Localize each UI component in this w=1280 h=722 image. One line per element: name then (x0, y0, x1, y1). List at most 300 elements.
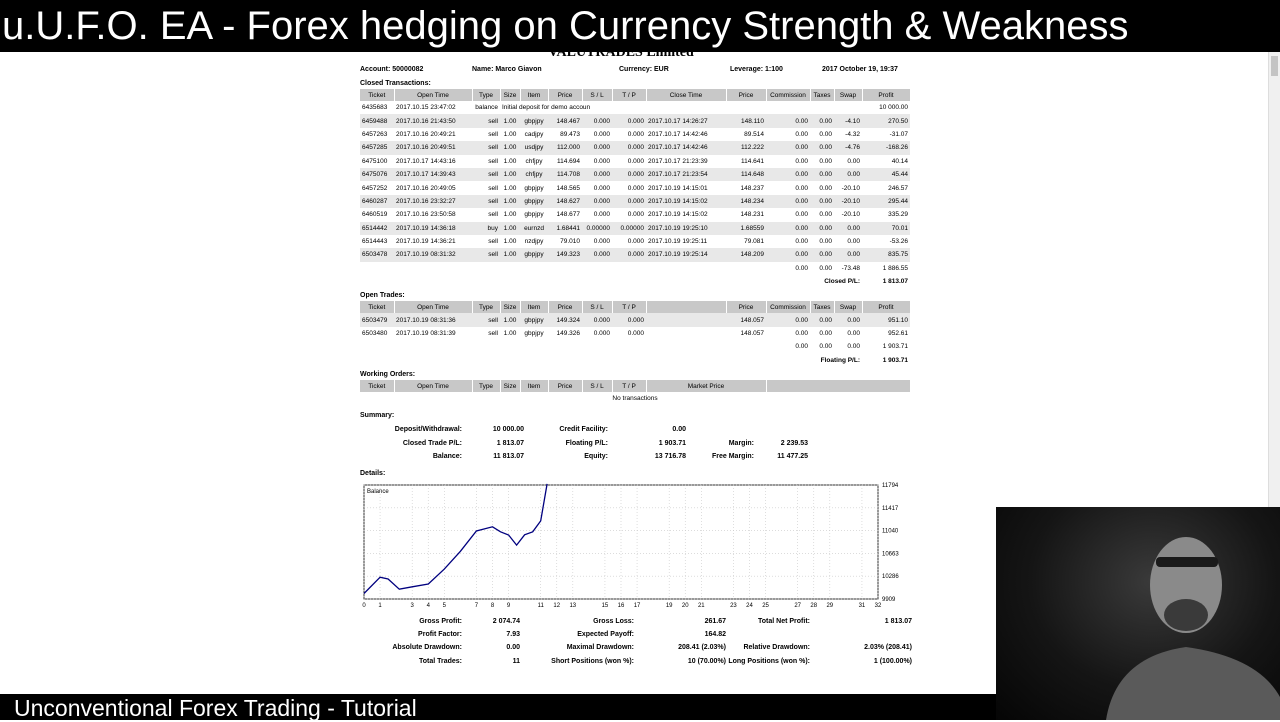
stat-label: Expected Payoff: (577, 630, 634, 638)
table-cell: 148.565 (556, 184, 580, 192)
table-cell: sell (472, 248, 500, 261)
column-header: S / L (582, 301, 612, 313)
table-cell: sell (488, 211, 498, 219)
table-cell: 1.68441 (548, 222, 582, 235)
column-header: Ticket (360, 380, 394, 392)
table-cell: 6457263 (362, 130, 388, 138)
x-tick-label: 32 (874, 602, 882, 609)
table-cell: 1.00 (500, 141, 520, 154)
column-header: S / L (582, 89, 612, 101)
table-cell: 0.00 (819, 184, 832, 192)
y-tick-label: 11794 (882, 482, 899, 489)
table-cell: 335.29 (888, 211, 908, 219)
table-cell: -20.10 (841, 184, 860, 192)
summary-label: Deposit/Withdrawal: (394, 426, 462, 434)
table-cell: 0.00 (795, 238, 808, 246)
empty-cell (726, 101, 862, 114)
table-cell: 79.081 (744, 238, 764, 246)
column-header: Price (548, 89, 582, 101)
table-row (360, 248, 910, 261)
table-cell: nzdjpy (524, 238, 544, 246)
column-header: Item (520, 89, 548, 101)
video-subtitle-banner: Unconventional Forex Trading - Tutorial (0, 694, 996, 720)
table-cell: 2017.10.16 23:32:27 (394, 195, 472, 208)
table-cell: 6503480 (362, 330, 388, 338)
closed-table-header (360, 89, 910, 101)
column-header: Item (520, 301, 548, 313)
table-cell: 0.00 (834, 248, 862, 261)
table-cell: sell (488, 238, 498, 246)
column-header: Size (500, 380, 520, 392)
table-cell: 0.00 (810, 313, 834, 326)
table-cell: 1.00 (500, 222, 520, 235)
table-cell: gbpjpy (520, 313, 548, 326)
table-cell: 0.00 (810, 222, 834, 235)
table-cell: 1.00 (500, 114, 520, 127)
table-cell: 1.00 (503, 238, 517, 246)
table-cell: 0.000 (612, 114, 646, 127)
x-tick-label: 1 (378, 602, 382, 609)
table-cell: sell (488, 130, 498, 138)
total-cell: 0.00 (810, 262, 834, 275)
table-row (360, 168, 910, 181)
table-cell: gbpjpy (520, 195, 548, 208)
closed-transactions-title: Closed Transactions: (360, 80, 431, 87)
table-cell: 148.209 (726, 248, 766, 261)
stat-value: 7.93 (506, 630, 520, 638)
summary-label: Equity: (584, 453, 608, 461)
total-cell: 0.00 (834, 340, 862, 353)
table-cell: 0.00 (847, 330, 860, 338)
table-cell: 0.00 (766, 195, 810, 208)
table-cell: 0.000 (593, 184, 610, 192)
table-cell: 0.000 (612, 195, 646, 208)
floating-pl-value: 1 903.71 (862, 354, 910, 367)
stat-value: 0.00 (506, 644, 520, 652)
table-cell: 0.00 (834, 222, 862, 235)
column-header: Ticket (360, 89, 394, 101)
table-cell: 2017.10.19 14:15:02 (646, 195, 726, 208)
closed-transactions-table (360, 89, 911, 288)
table-cell: 0.000 (627, 330, 644, 338)
column-header: Item (520, 380, 548, 392)
table-cell: 2017.10.17 21:23:39 (648, 157, 708, 165)
table-cell: 0.000 (593, 130, 610, 138)
table-cell: 0.00 (847, 238, 860, 246)
table-cell: 1.00 (500, 168, 520, 181)
video-title-banner: u.U.F.O. EA - Forex hedging on Currency Strength & Weakness (0, 0, 1280, 52)
column-header: Type (472, 301, 500, 313)
column-header: Open Time (394, 89, 472, 101)
x-tick-label: 29 (826, 602, 834, 609)
table-cell: 0.00 (766, 168, 810, 181)
open-time-cell: 2017.10.15 23:47:02 (396, 104, 456, 112)
table-cell: 6514442 (360, 222, 394, 235)
totals-row (360, 262, 910, 275)
table-cell: eurnzd (520, 222, 548, 235)
table-cell: sell (472, 114, 500, 127)
table-cell: 149.324 (548, 313, 582, 326)
table-cell: 0.00 (810, 168, 834, 181)
table-cell (646, 327, 726, 340)
table-cell: cadjpy (524, 130, 544, 138)
table-cell: 0.00 (766, 114, 810, 127)
summary-value: 1 813.07 (496, 439, 524, 447)
table-cell: 2017.10.17 14:26:27 (646, 114, 726, 127)
table-cell: -168.26 (862, 141, 910, 154)
table-cell: 0.000 (627, 157, 644, 165)
table-cell: 0.000 (593, 157, 610, 165)
presenter-silhouette (996, 507, 1280, 720)
table-cell: 0.000 (582, 195, 612, 208)
table-cell: 0.000 (627, 211, 644, 219)
open-trades-table (360, 301, 911, 367)
table-cell: 1.00 (503, 157, 517, 165)
table-cell: 6460519 (362, 211, 388, 219)
y-tick-label: 9909 (882, 596, 896, 603)
column-header: T / P (612, 380, 646, 392)
table-cell: 2017.10.19 08:31:32 (394, 248, 472, 261)
table-cell: 0.00 (819, 130, 832, 138)
column-header: Profit (862, 89, 910, 101)
table-cell: 0.00 (795, 184, 808, 192)
table-cell: 0.00 (810, 114, 834, 127)
table-cell: 2017.10.16 20:49:05 (396, 184, 456, 192)
table-cell: 0.00000 (612, 222, 646, 235)
chart-title: Balance (367, 488, 389, 495)
table-cell: 1.00 (503, 130, 517, 138)
table-cell: 0.00 (819, 211, 832, 219)
x-tick-label: 8 (490, 602, 495, 609)
table-cell: 0.000 (582, 114, 612, 127)
x-tick-label: 17 (633, 602, 641, 609)
x-tick-label: 15 (601, 602, 609, 609)
account-number: Account: 50000082 (360, 66, 424, 73)
table-cell: 2017.10.17 14:39:43 (394, 168, 472, 181)
summary-value: 11 477.25 (777, 453, 808, 461)
table-cell: 148.231 (740, 211, 764, 219)
stat-label: Profit Factor: (418, 630, 462, 638)
table-cell: 70.01 (862, 222, 910, 235)
table-cell: 2017.10.16 21:43:50 (394, 114, 472, 127)
table-cell: 0.00 (766, 248, 810, 261)
table-cell: 148.057 (740, 330, 764, 338)
table-cell: 0.00 (795, 157, 808, 165)
table-cell: 148.237 (740, 184, 764, 192)
table-row (360, 155, 910, 168)
stat-label: Total Net Profit: (758, 617, 810, 625)
table-cell: -20.10 (834, 195, 862, 208)
table-cell: 1.00 (503, 330, 517, 338)
x-tick-label: 0 (362, 602, 366, 609)
stat-label (726, 628, 816, 641)
summary-label: Closed Trade P/L: (402, 439, 462, 447)
table-cell: 246.57 (888, 184, 908, 192)
table-cell: 0.000 (612, 313, 646, 326)
table-cell: 2017.10.19 08:31:39 (396, 330, 456, 338)
x-tick-label: 5 (442, 602, 446, 609)
summary-label: Floating P/L: (565, 439, 608, 447)
table-cell: 952.61 (888, 330, 908, 338)
balance-row (360, 101, 910, 114)
table-cell: 1.00 (500, 248, 520, 261)
table-cell: 0.000 (593, 238, 610, 246)
column-header: T / P (612, 301, 646, 313)
table-cell: 0.00 (810, 248, 834, 261)
table-cell: 6503479 (360, 313, 394, 326)
table-cell: gbpjpy (524, 184, 544, 192)
presenter-beard (1164, 599, 1208, 631)
table-cell: chfjpy (520, 168, 548, 181)
x-tick-label: 7 (474, 602, 479, 609)
column-header: Market Price (646, 380, 766, 392)
table-cell: 0.00 (810, 141, 834, 154)
summary-label (686, 423, 760, 436)
y-tick-label: 11417 (882, 505, 899, 512)
summary-value: 0.00 (672, 426, 686, 434)
table-cell: gbpjpy (524, 211, 544, 219)
table-cell: 0.00 (847, 157, 860, 165)
summary-value: 10 000.00 (492, 426, 524, 434)
table-cell: 2017.10.19 14:36:18 (394, 222, 472, 235)
x-tick-label: 28 (810, 602, 818, 609)
summary-value: 2 239.53 (780, 439, 808, 447)
y-tick-label: 10286 (882, 573, 899, 580)
table-cell: 114.694 (556, 157, 580, 165)
table-cell: 0.000 (593, 330, 610, 338)
balance-chart (360, 481, 912, 611)
x-tick-label: 27 (794, 602, 802, 609)
account-holder: Name: Marco Giavon (472, 66, 542, 73)
table-cell: 2017.10.19 14:36:21 (396, 238, 456, 246)
table-cell: 0.00 (766, 141, 810, 154)
table-row (360, 208, 910, 221)
table-cell: 6475076 (360, 168, 394, 181)
table-cell: 0.00 (834, 313, 862, 326)
table-cell: -4.10 (834, 114, 862, 127)
summary-title: Summary: (360, 412, 395, 420)
table-cell: 2017.10.16 20:49:21 (396, 130, 456, 138)
table-cell: 89.473 (560, 130, 580, 138)
table-cell: 2017.10.19 14:15:01 (648, 184, 708, 192)
open-trades-title: Open Trades: (360, 292, 405, 300)
floating-pl-row (360, 354, 910, 367)
table-cell: 112.000 (548, 141, 582, 154)
table-cell: 149.323 (548, 248, 582, 261)
table-cell: 295.44 (862, 195, 910, 208)
table-cell: sell (472, 168, 500, 181)
table-cell: 0.000 (612, 248, 646, 261)
x-tick-label: 19 (665, 602, 673, 609)
table-cell: -20.10 (841, 211, 860, 219)
ticket-cell: 6435683 (362, 104, 388, 112)
table-cell: 148.467 (548, 114, 582, 127)
table-cell: 2017.10.19 14:15:02 (648, 211, 708, 219)
table-cell: 1.00 (503, 184, 517, 192)
column-header: Swap (834, 301, 862, 313)
table-cell: 0.000 (582, 168, 612, 181)
stat-value: 1 (100.00%) (873, 657, 912, 665)
table-cell: 2017.10.16 23:50:58 (396, 211, 456, 219)
summary-value (760, 423, 808, 436)
column-header: Taxes (810, 89, 834, 101)
table-cell: 89.514 (744, 130, 764, 138)
table-cell: 149.326 (556, 330, 580, 338)
table-cell: 0.000 (582, 141, 612, 154)
table-cell: sell (472, 141, 500, 154)
table-row (360, 114, 910, 127)
column-header: Type (472, 380, 500, 392)
table-cell: 0.00 (795, 330, 808, 338)
table-cell: 0.00 (795, 130, 808, 138)
scrollbar-thumb[interactable] (1271, 56, 1278, 76)
table-cell: 1.00 (500, 313, 520, 326)
table-cell: 6514443 (362, 238, 388, 246)
table-cell: sell (488, 157, 498, 165)
table-cell: 2017.10.19 19:25:11 (648, 238, 708, 246)
stat-value: 164.82 (704, 630, 726, 638)
column-header: Profit (862, 301, 910, 313)
summary-value: 11 813.07 (493, 453, 524, 461)
table-cell: 148.110 (726, 114, 766, 127)
table-cell: -4.32 (845, 130, 860, 138)
open-table-header (360, 301, 910, 313)
type-cell: balance (475, 104, 498, 112)
empty-cell (360, 354, 766, 367)
table-cell: 1.68559 (726, 222, 766, 235)
table-cell: 2017.10.16 20:49:51 (394, 141, 472, 154)
table-row (360, 313, 910, 326)
table-row (360, 181, 910, 194)
y-tick-label: 10663 (882, 550, 899, 557)
table-cell: 2017.10.17 14:42:46 (648, 130, 708, 138)
total-cell: 0.00 (766, 262, 810, 275)
column-header: Size (500, 301, 520, 313)
column-header (766, 380, 910, 392)
table-cell: 2017.10.17 21:23:54 (646, 168, 726, 181)
column-header: Commission (766, 301, 810, 313)
table-cell: -4.76 (834, 141, 862, 154)
stat-label: Relative Drawdown: (743, 644, 810, 652)
column-header: Price (726, 89, 766, 101)
table-cell: 0.00 (795, 211, 808, 219)
table-cell: 270.50 (862, 114, 910, 127)
statement-report (360, 44, 912, 694)
column-header: Price (548, 380, 582, 392)
x-tick-label: 25 (762, 602, 769, 609)
table-row (360, 128, 910, 141)
table-cell: 114.648 (726, 168, 766, 181)
empty-cell (360, 262, 766, 275)
company-name: VALUTRADES Limited (548, 45, 694, 60)
column-header: T / P (612, 89, 646, 101)
table-cell: -31.07 (889, 130, 908, 138)
table-cell: 0.000 (627, 184, 644, 192)
y-tick-label: 11040 (882, 528, 899, 535)
x-tick-label: 23 (730, 602, 737, 609)
details-title: Details: (360, 469, 386, 477)
stat-label: Short Positions (won %): (551, 657, 634, 665)
stat-value: 10 (70.00%) (687, 657, 726, 665)
table-cell: 148.057 (726, 313, 766, 326)
table-cell: 40.14 (891, 157, 908, 165)
table-cell: 6460287 (360, 195, 394, 208)
table-cell: 835.75 (862, 248, 910, 261)
table-row (360, 222, 910, 235)
x-tick-label: 9 (506, 602, 511, 609)
table-cell: 112.222 (726, 141, 766, 154)
table-cell: 2017.10.17 14:42:46 (646, 141, 726, 154)
stat-value: 1 813.07 (884, 617, 912, 625)
summary-value: 1 903.71 (658, 439, 686, 447)
column-header: S / L (582, 380, 612, 392)
table-cell: sell (472, 313, 500, 326)
column-header: Taxes (810, 301, 834, 313)
column-header: Ticket (360, 301, 394, 313)
vertical-scrollbar[interactable] (1268, 52, 1280, 507)
total-cell: 1 886.55 (862, 262, 910, 275)
table-row (360, 141, 910, 154)
stat-label: Absolute Drawdown: (392, 644, 462, 652)
stat-label: Long Positions (won %): (728, 657, 810, 665)
stat-value: 261.67 (704, 617, 726, 625)
table-cell: gbpjpy (520, 114, 548, 127)
column-header: Type (472, 89, 500, 101)
column-header: Open Time (394, 301, 472, 313)
table-cell: 0.00 (819, 330, 832, 338)
column-header: Swap (834, 89, 862, 101)
table-cell: usdjpy (520, 141, 548, 154)
floating-pl-label: Floating P/L: (766, 354, 862, 367)
stat-value (816, 628, 912, 641)
x-tick-label: 12 (553, 602, 561, 609)
presenter-shoulders (1106, 647, 1280, 720)
table-cell: gbpjpy (524, 330, 544, 338)
table-cell: 148.627 (548, 195, 582, 208)
column-header: Size (500, 89, 520, 101)
summary-label: Balance: (432, 453, 462, 461)
table-cell: 148.677 (556, 211, 580, 219)
column-header: Price (548, 301, 582, 313)
closed-pl-label: Closed P/L: (766, 275, 862, 288)
x-tick-label: 20 (681, 602, 689, 609)
summary-grid (360, 423, 912, 463)
x-tick-label: 3 (410, 602, 414, 609)
table-row (360, 235, 910, 248)
summary-label: Margin: (728, 439, 754, 447)
column-header: Commission (766, 89, 810, 101)
stat-label: Total Trades: (418, 657, 462, 665)
x-tick-label: 11 (537, 602, 544, 609)
total-cell: 0.00 (766, 340, 810, 353)
empty-cell (360, 340, 766, 353)
table-cell: 0.000 (612, 168, 646, 181)
table-cell: 6459488 (360, 114, 394, 127)
profit-cell: 10 000.00 (879, 104, 908, 112)
table-cell: 79.010 (560, 238, 580, 246)
column-header: Close Time (646, 89, 726, 101)
table-cell: 0.000 (593, 211, 610, 219)
table-cell: sell (488, 184, 498, 192)
stat-label: Maximal Drawdown: (566, 644, 634, 652)
stat-value: 11 (512, 657, 520, 665)
table-cell: 0.00 (819, 157, 832, 165)
working-table-header (360, 380, 910, 392)
stat-value: 208.41 (2.03%) (678, 644, 726, 652)
table-cell: 0.00 (766, 222, 810, 235)
account-currency: Currency: EUR (619, 66, 669, 73)
x-tick-label: 16 (617, 602, 625, 609)
